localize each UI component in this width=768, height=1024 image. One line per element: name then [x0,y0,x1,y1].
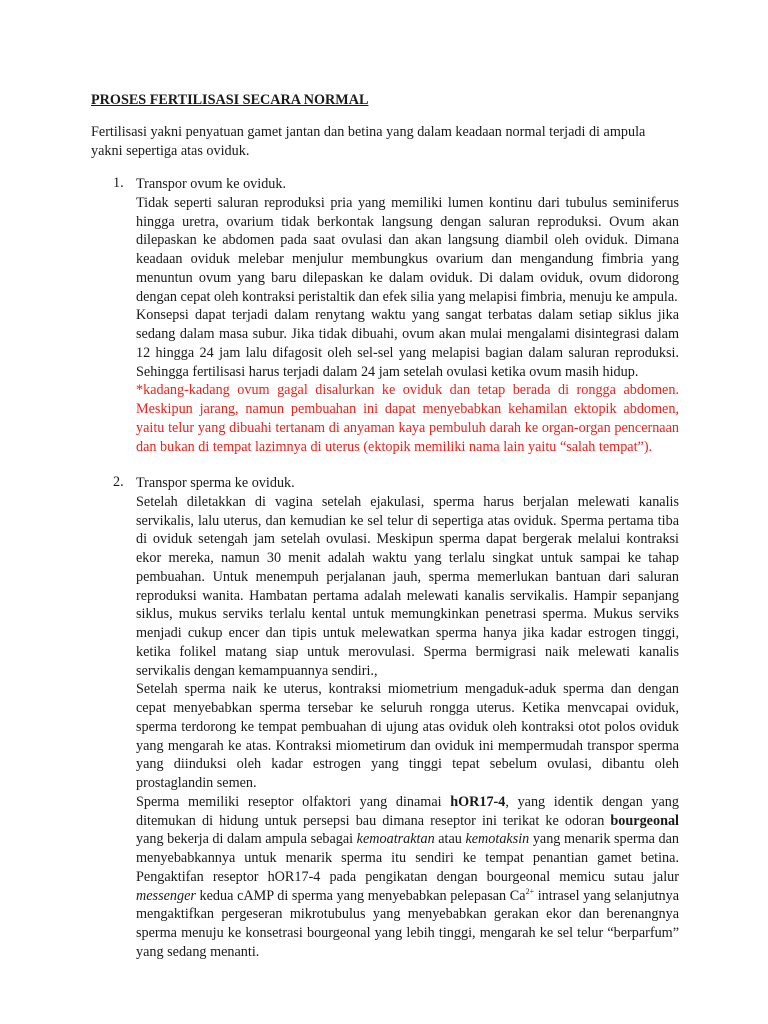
item-paragraph [136,793,679,962]
text-run: kedua cAMP di sperma yang menyebabkan pelepasan Ca [195,887,526,904]
intro-paragraph: Fertilisasi yakni penyatuan gamet jantan dan betina yang dalam keadaan normal terjadi di ampula yakni sepertiga atas oviduk. [91,124,646,159]
list-number: 2. [113,474,124,490]
text-run: atau [434,831,466,848]
red-note: *kadang-kadang ovum gagal disalurkan ke oviduk dan tetap berada di rongga abdomen. Meskipun jarang, namun pembuahan ini dapat menyebabkan kehamilan ektopik abdomen, yaitu telur yang dibuahi tertanam di anyaman kaya pembuluh darah ke organ-organ pencernaan dan bukan di tempat lazimnya di uterus (ektopik memiliki nama lain yaitu “salah tempat”). [136,382,679,455]
list-number: 1. [113,175,124,191]
item-paragraph: Konsepsi dapat terjadi dalam renytang waktu yang sangat terbatas dalam setiap siklus jika sedang dalam masa subur. Jika tidak dibuahi, ovum akan mulai mengalami disintegrasi dalam 12 hingga 24 jam lalu difagosit oleh sel-sel yang melapisi bagian dalam saluran reproduksi. Sehingga fertilisasi harus terjadi dalam 24 jam setelah ovulasi ketika ovum masih hidup. [136,307,679,380]
italic-term: messenger [136,887,196,904]
italic-term: kemoatraktan [356,831,435,848]
item-heading: Transpor sperma ke oviduk. [136,475,295,491]
item-paragraph: Setelah sperma naik ke uterus, kontraksi miometrium mengaduk-aduk sperma dan dengan cepat menyebabkan sperma tersebar ke seluruh rongga uterus. Ketika menvcapai oviduk, sperma terdorong ke tempat pembuahan di ujung atas oviduk oleh kontraksi otot polos oviduk yang mengarah ke atas. Kontraksi miometirum dan oviduk ini mempermudah transpor sperma yang diinduksi oleh kadar estrogen yang tinggi tepat sebelum ovulasi, dibantu oleh prostaglandin semen. [136,681,679,791]
item-paragraph: Tidak seperti saluran reproduksi pria yang memiliki lumen kontinu dari tubulus seminiferus hingga uretra, ovarium tidak berkontak langsung dengan saluran reproduksi. Ovum akan dilepaskan ke abdomen pada saat ovulasi dan akan langsung diambil oleh oviduk. Dimana keadaan oviduk melebar menjulur membungkus ovarium dan mengandung fimbria yang menuntun ovum yang baru dilepaskan ke dalam oviduk. Di dalam oviduk, ovum didorong dengan cepat oleh kontraksi peristaltik dan efek silia yang melapisi fimbria, menuju ke ampula. [136,194,679,305]
text-run: intrasel yang selanjutnya mengaktifkan pergeseran mikrotubulus yang menyebabkan gerakan ekor dan berenangnya sperma menuju ke konsetrasi bourgeonal yang lebih tinggi, mengarah ke sel telur “berparfum” yang sedang menanti. [136,887,679,960]
page-title: PROSES FERTILISASI SECARA NORMAL [91,92,369,108]
bold-term: bourgeonal [610,812,679,829]
bold-term: hOR17-4 [450,793,506,810]
text-run: Sperma memiliki reseptor olfaktori yang dinamai [136,793,451,810]
list-item-body [136,175,679,456]
item-paragraph: Setelah diletakkan di vagina setelah ejakulasi, sperma harus berjalan melewati kanalis servikalis, lalu uterus, dan kemudian ke sel telur di sepertiga atas oviduk. Sperma pertama tiba di oviduk setengah jam setelah ovulasi. Meskipun sperma dapat bergerak melalui kontraksi ekor mereka, namun 30 menit adalah waktu yang terlalu singkat untuk sampai ke tahap pembuahan. Untuk menempuh perjalanan jauh, sperma memerlukan bantuan dari saluran reproduksi wanita. Hambatan pertama adalah melewati kanalis servikalis. Hampir sepanjang siklus, mukus serviks terlalu kental untuk memungkinkan penetrasi sperma. Mukus serviks menjadi cukup encer dan tipis untuk melewatkan sperma hanya jika kadar estrogen tinggi, ketika folikel matang siap untuk merovulasi. Sperma bermigrasi naik melewati kanalis servikalis dengan kemampuannya sendiri., [136,493,679,679]
text-run: yang menarik sperma dan menyebabkannya untuk menarik sperma itu sendiri ke tempat penantian gamet betina. Pengaktifan reseptor hOR17-4 pada pengikatan dengan bourgeonal memicu sutau jalur [136,831,680,885]
superscript: 2+ [525,886,535,896]
list-item-body [136,474,679,962]
text-run: yang bekerja di dalam ampula sebagai [136,831,357,848]
item-heading: Transpor ovum ke oviduk. [136,176,287,192]
text-run: , yang identik dengan yang ditemukan di hidung untuk persepsi bau dimana reseptor ini terikat ke odoran [136,793,679,829]
italic-term: kemotaksin [465,831,530,848]
